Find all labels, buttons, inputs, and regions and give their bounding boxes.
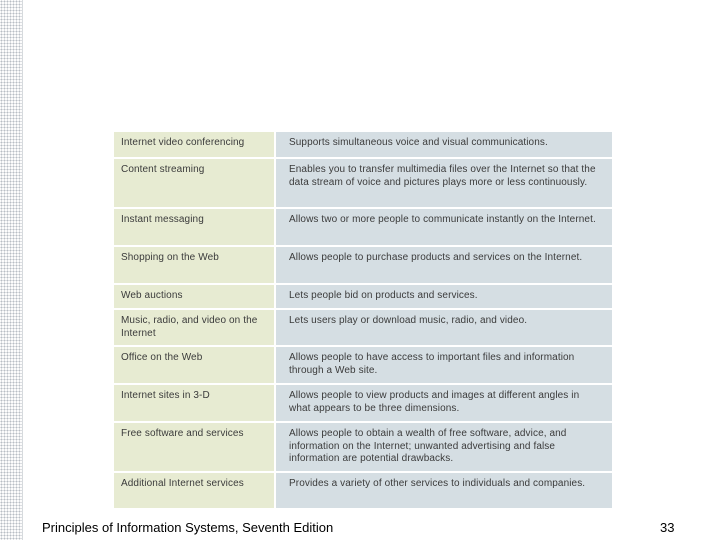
table-row (114, 309, 612, 346)
service-cell: Content streaming (114, 158, 275, 208)
description-cell: Lets users play or download music, radio, and video. (275, 309, 612, 346)
service-cell: Office on the Web (114, 346, 275, 384)
description-cell: Allows people to purchase products and services on the Internet. (275, 246, 612, 284)
side-border-rule (22, 0, 23, 540)
table-row (114, 132, 612, 158)
service-cell: Web auctions (114, 284, 275, 309)
description-cell: Allows people to view products and images at different angles in what appears to be three dimensions. (275, 384, 612, 422)
table-row (114, 158, 612, 208)
internet-services-table (114, 132, 612, 509)
footer-page-number: 33 (660, 520, 675, 535)
services-table (114, 132, 612, 510)
description-cell: Allows people to have access to important files and information through a Web site. (275, 346, 612, 384)
service-cell: Additional Internet services (114, 472, 275, 509)
service-cell: Music, radio, and video on the Internet (114, 309, 275, 346)
description-cell: Allows people to obtain a wealth of free software, advice, and information on the Internet; unwanted advertising and false information are potential drawbacks. (275, 422, 612, 472)
description-cell: Lets people bid on products and services. (275, 284, 612, 309)
table-row (114, 284, 612, 309)
service-cell: Shopping on the Web (114, 246, 275, 284)
description-cell: Enables you to transfer multimedia files over the Internet so that the data stream of voice and pictures plays more or less continuously. (275, 158, 612, 208)
service-cell: Free software and services (114, 422, 275, 472)
table-row (114, 384, 612, 422)
table-row (114, 346, 612, 384)
description-cell: Provides a variety of other services to individuals and companies. (275, 472, 612, 509)
table-row (114, 246, 612, 284)
footer-book-title: Principles of Information Systems, Seventh Edition (42, 520, 334, 535)
dotted-side-border (0, 0, 22, 540)
service-cell: Internet sites in 3-D (114, 384, 275, 422)
service-cell: Internet video conferencing (114, 132, 275, 158)
table-row (114, 472, 612, 509)
table-row (114, 422, 612, 472)
table-row (114, 208, 612, 246)
description-cell: Allows two or more people to communicate instantly on the Internet. (275, 208, 612, 246)
service-cell: Instant messaging (114, 208, 275, 246)
description-cell: Supports simultaneous voice and visual communications. (275, 132, 612, 158)
